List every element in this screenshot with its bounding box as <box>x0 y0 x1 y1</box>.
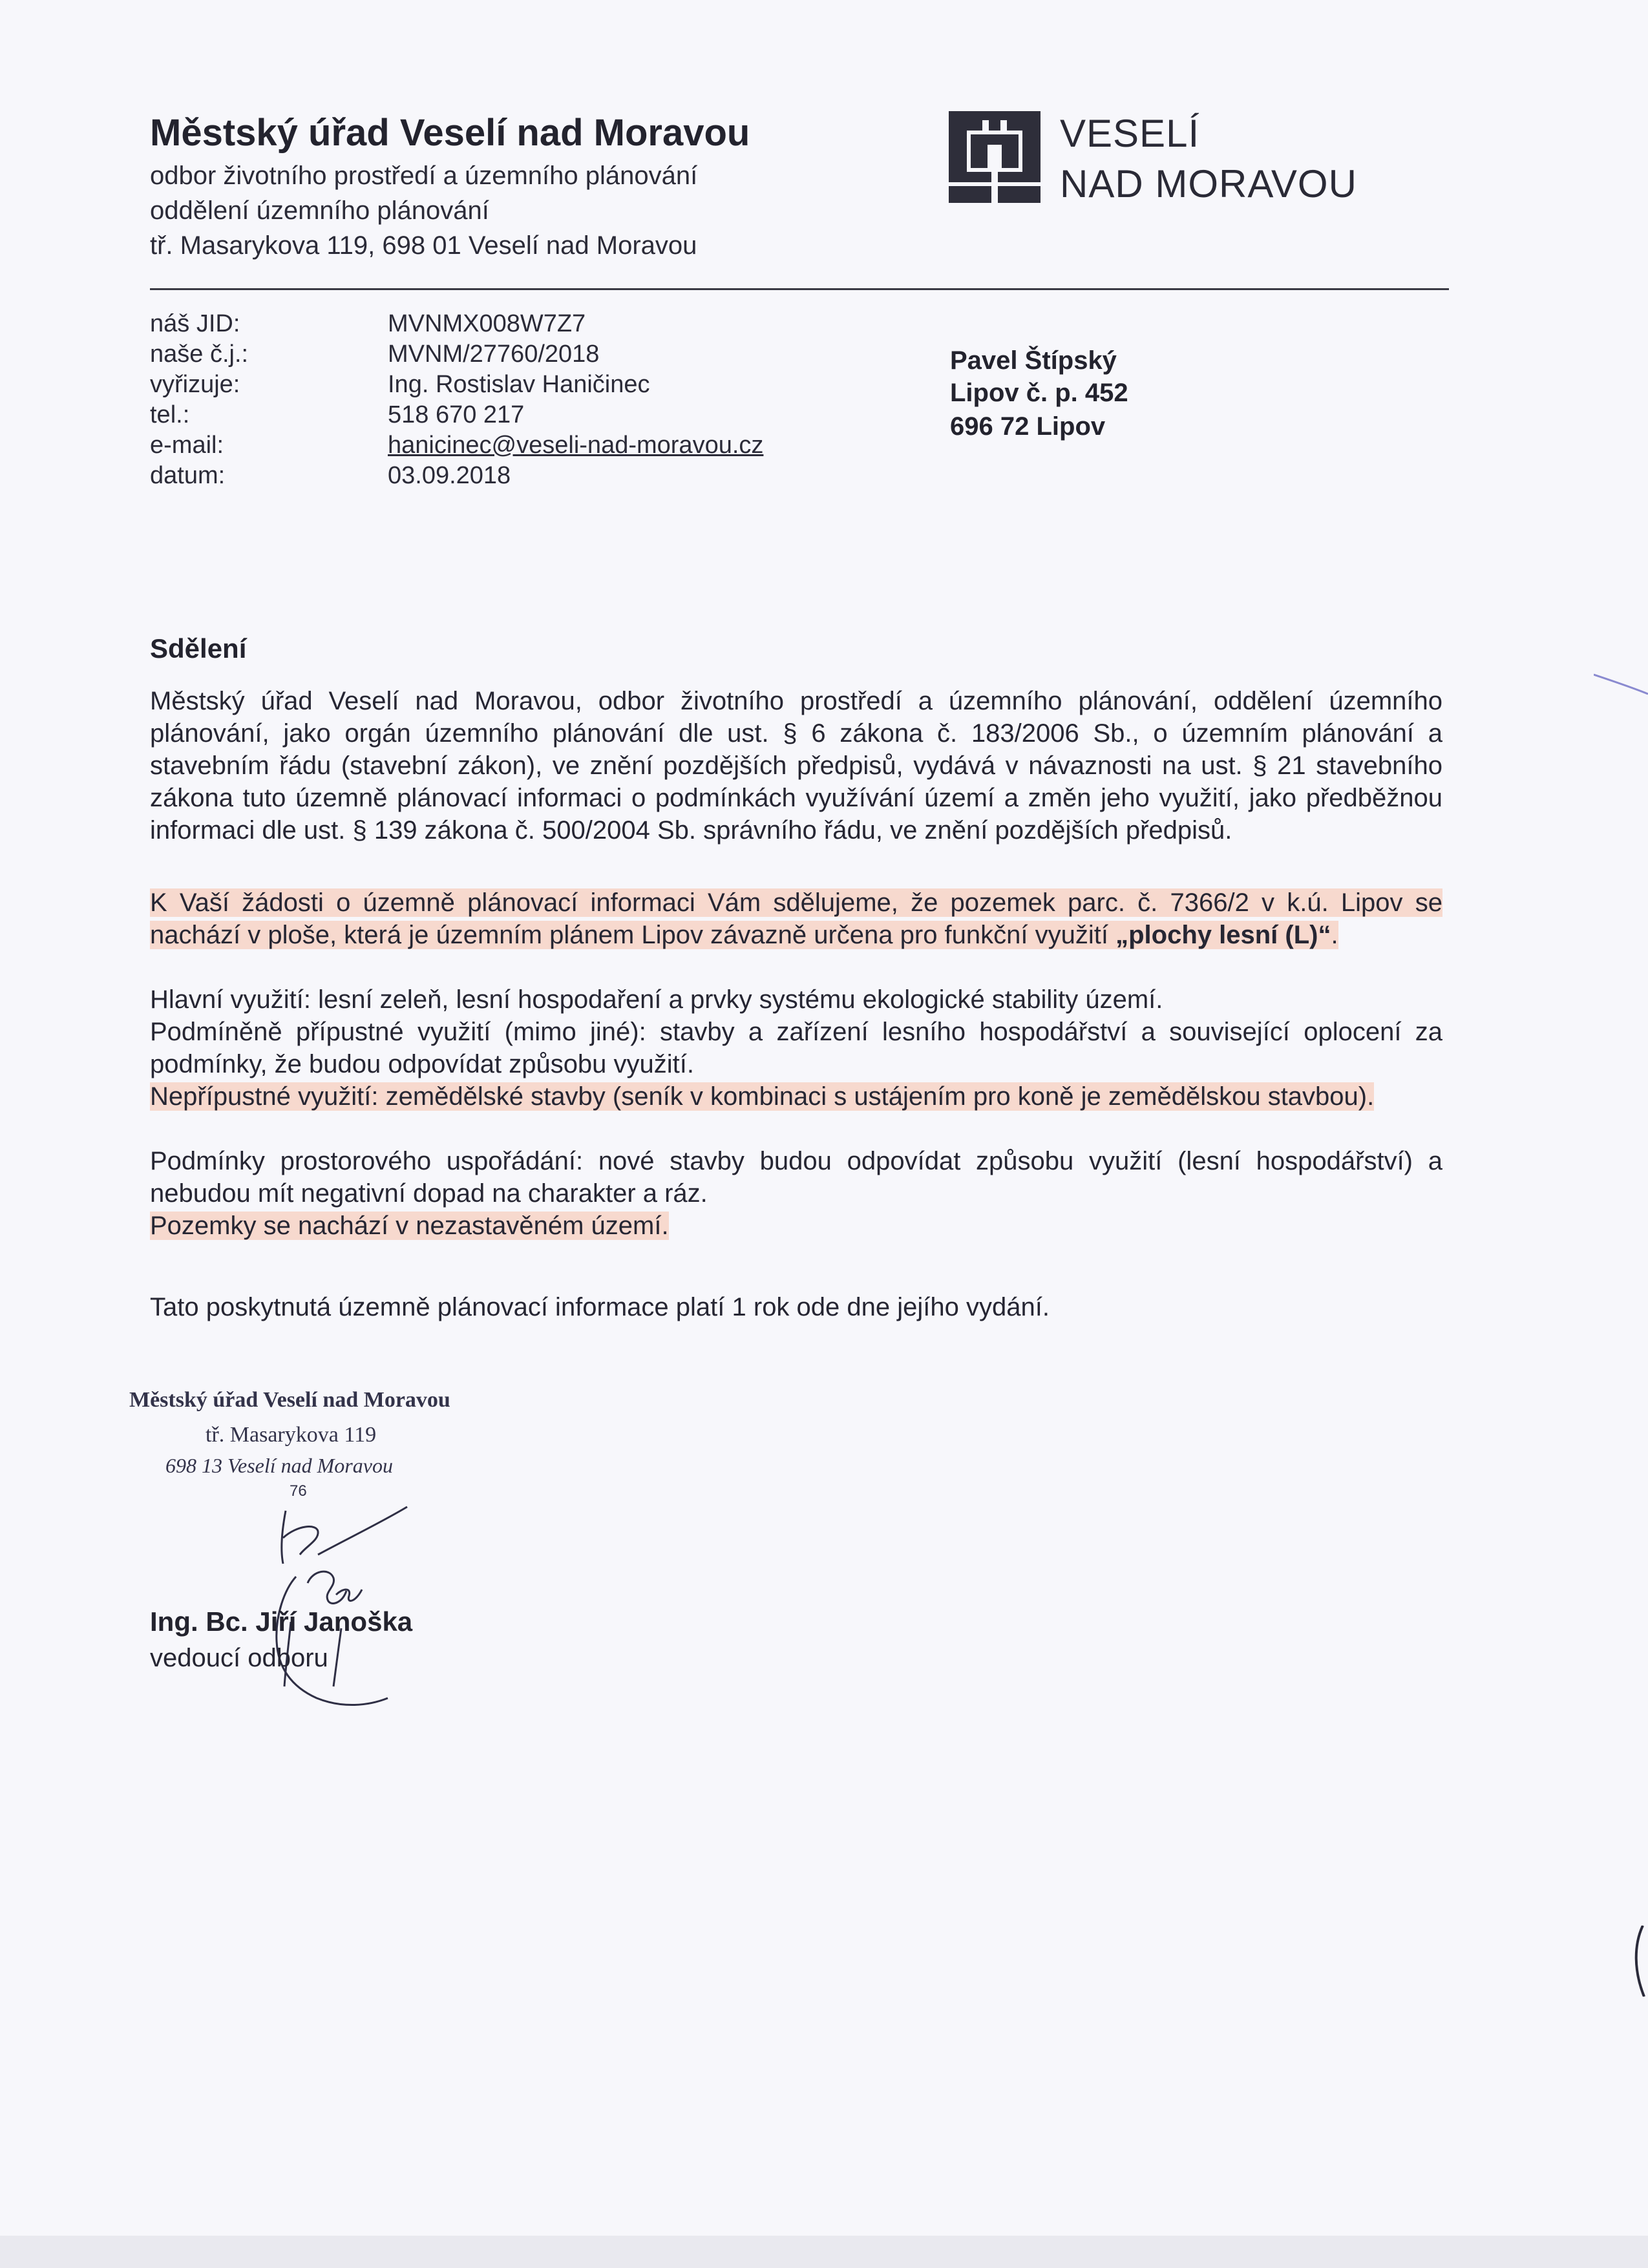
phone-label: tel.: <box>150 401 190 428</box>
logo-text-line2: NAD MORAVOU <box>1060 162 1357 205</box>
stamp-city: 698 13 Veselí nad Moravou <box>165 1454 393 1477</box>
header-divider <box>150 288 1449 290</box>
main-use-paragraph: Hlavní využití: lesní zeleň, lesní hospodaření a prvky systému ekologické stability území. <box>150 985 1163 1014</box>
conditional-use-paragraph: Podmíněně přípustné využití (mimo jiné): stavby a zařízení lesního hospodářství a související oplocení za podmínky, že budou odpovídat způsobu využití. <box>150 1018 1442 1078</box>
request-end: . <box>1331 921 1338 949</box>
forbidden-use-paragraph <box>150 1080 1442 1113</box>
forbidden-use-highlight: Nepřípustné využití: zemědělské stavby (seník v kombinaci s ustájením pro koně je zemědělskou stavbou). <box>150 1082 1375 1111</box>
signatory-role: vedoucí odboru <box>150 1644 328 1672</box>
scan-bottom-edge <box>0 2236 1648 2268</box>
unbuilt-area-paragraph <box>150 1210 1442 1242</box>
logo-text-line1: VESELÍ <box>1060 112 1200 155</box>
intro-paragraph: Městský úřad Veselí nad Moravou, odbor životního prostředí a územního plánování, oddělení územního plánování, jako orgán územního plánování dle ust. § 6 zákona č. 183/2006 Sb., o územním plánování a stavebním řádu (stavební zákon), ve znění pozdějších předpisů, vydává v návaznosti na ust. § 21 stavebního zákona tuto územně plánovací informaci o podmínkách využívání území a změn jeho využití, jako předběžnou informaci dle ust. § 139 zákona č. 500/2004 Sb. správního řádu, ve znění pozdějších předpisů. <box>150 687 1442 845</box>
department-name: odbor životního prostředí a územního plánování <box>150 162 698 190</box>
office-name: Městský úřad Veselí nad Moravou <box>150 112 750 154</box>
recipient-name: Pavel Štípský <box>950 346 1117 375</box>
unbuilt-area-highlight: Pozemky se nachází v nezastavěném území. <box>150 1212 669 1240</box>
land-use-category: „plochy lesní (L)“ <box>1115 921 1331 949</box>
email-label: e-mail: <box>150 432 224 459</box>
request-highlight <box>150 888 1442 949</box>
handler-value: Ing. Rostislav Haničinec <box>388 371 650 398</box>
recipient-street: Lipov č. p. 452 <box>950 379 1128 407</box>
reference-label: naše č.j.: <box>150 341 249 368</box>
margin-pen-mark-icon <box>1594 672 1648 698</box>
reference-value: MVNM/27760/2018 <box>388 341 600 368</box>
spatial-conditions-paragraph: Podmínky prostorového uspořádání: nové stavby budou odpovídat způsobu využití (lesní hospodářství) a nebudou mít negativní dopad na charakter a ráz. <box>150 1147 1442 1208</box>
handler-label: vyřizuje: <box>150 371 240 398</box>
date-label: datum: <box>150 462 226 489</box>
stamp-office: Městský úřad Veselí nad Moravou <box>129 1388 450 1412</box>
signatory-name: Ing. Bc. Jiří Janoška <box>150 1606 413 1637</box>
jid-value: MVNMX008W7Z7 <box>388 310 586 337</box>
town-logo-icon <box>949 111 1041 203</box>
stamp-number: 76 <box>290 1482 307 1500</box>
office-address: tř. Masarykova 119, 698 01 Veselí nad Moravou <box>150 231 697 260</box>
recipient-city: 696 72 Lipov <box>950 412 1106 441</box>
edge-mark-icon <box>1630 1926 1648 1997</box>
section-name: oddělení územního plánování <box>150 196 489 225</box>
request-text: K Vaší žádosti o územně plánovací informaci Vám sdělujeme, že pozemek parc. č. 7366/2 v k.ú. Lipov se nachází v ploše, která je územním plánem Lipov závazně určena pro funkční využití <box>150 888 1442 949</box>
phone-value: 518 670 217 <box>388 401 525 428</box>
stamp-street: tř. Masarykova 119 <box>206 1423 377 1447</box>
request-paragraph <box>150 887 1442 951</box>
validity-paragraph: Tato poskytnutá územně plánovací informace platí 1 rok ode dne jejího vydání. <box>150 1293 1050 1321</box>
letter-heading: Sdělení <box>150 633 247 664</box>
email-link[interactable]: hanicinec@veseli-nad-moravou.cz <box>388 432 764 459</box>
signature-icon <box>246 1493 439 1712</box>
jid-label: náš JID: <box>150 310 240 337</box>
date-value: 03.09.2018 <box>388 462 511 489</box>
